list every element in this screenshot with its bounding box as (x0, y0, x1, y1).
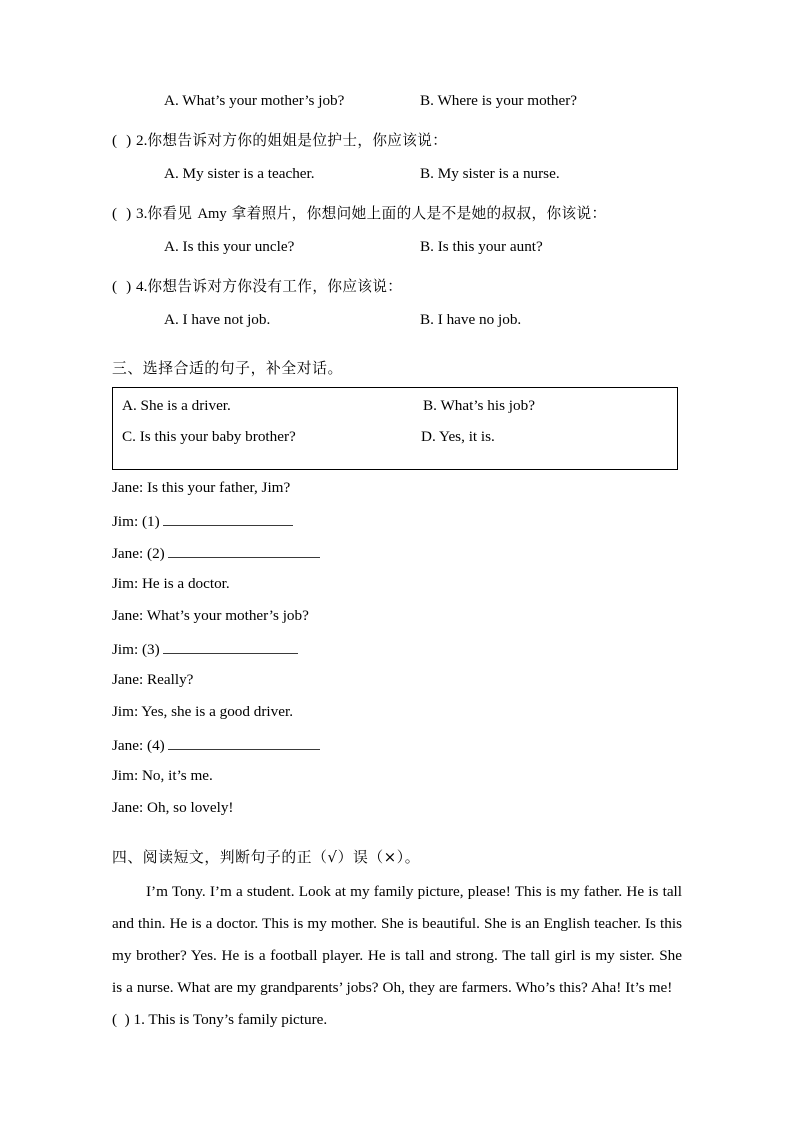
speaker-label: Jane: (112, 544, 144, 562)
choice-c[interactable]: C. Is this your baby brother? (122, 427, 296, 445)
question-number-3: 3. (136, 204, 148, 222)
dialogue-line (112, 767, 682, 799)
dialogue-line (112, 479, 682, 511)
question-number-2: 2. (136, 131, 148, 149)
question-3-prompt-post: 拿着照片，你想问她上面的人是不是她的叔叔，你该说： (226, 204, 607, 222)
option-b: B. I have no job. (420, 311, 522, 328)
section-three-heading: 三、选择合适的句子，补全对话。 (112, 359, 343, 377)
choice-a[interactable]: A. She is a driver. (122, 396, 231, 414)
question-1-options (112, 92, 682, 129)
reading-passage: I’m Tony. I’m a student. Look at my family picture, please! This is my father. He is tall and thin. He is a doctor. This is my mother. She is beautiful. She is an English teacher. Is this my brother? Yes. He is a football player. He is tall and strong. The tall girl is my sister. She is a nurse. What are my grandparents’ jobs? Oh, they are farmers. Who’s this? Aha! It’s me! (112, 882, 682, 996)
dialogue-text: Yes, she is a good driver. (138, 703, 293, 721)
answer-blank-3[interactable] (163, 639, 298, 654)
question-3-name: Amy (197, 205, 227, 222)
dialogue-line (112, 639, 682, 671)
choice-d[interactable]: D. Yes, it is. (421, 427, 495, 445)
question-3-options (112, 238, 682, 275)
question-2-stem (112, 129, 682, 166)
dialogue-text: He is a doctor. (138, 574, 230, 592)
dialogue-text: (2) (143, 544, 165, 562)
dialogue-text: What’s your mother’s job? (143, 606, 309, 624)
speaker-label: Jim: (112, 574, 139, 592)
speaker-label: Jane: (112, 478, 144, 496)
answer-bracket-2[interactable]: ( ) (112, 131, 137, 149)
option-a: A. Is this your uncle? (164, 238, 295, 255)
answer-blank-1[interactable] (163, 511, 293, 526)
option-b: B. Is this your aunt? (420, 238, 543, 255)
dialogue-text: (4) (143, 737, 165, 755)
speaker-label: Jim: (112, 703, 139, 721)
choice-row-2 (113, 428, 677, 459)
speaker-label: Jim: (112, 640, 139, 658)
dialogue-text: Really? (143, 671, 194, 689)
speaker-label: Jane: (112, 799, 144, 817)
option-b: B. My sister is a nurse. (420, 165, 560, 182)
answer-blank-2[interactable] (168, 543, 320, 558)
question-4-stem (112, 275, 682, 312)
dialogue-line (112, 671, 682, 703)
option-a: A. My sister is a teacher. (164, 165, 315, 182)
speaker-label: Jane: (112, 737, 144, 755)
question-2-options (112, 165, 682, 202)
spacer (112, 832, 682, 846)
answer-bracket-4[interactable]: ( ) (112, 277, 137, 295)
dialogue-line (112, 799, 682, 831)
dialogue-line (112, 543, 682, 575)
choice-row-1 (113, 397, 677, 428)
dialogue-text: (3) (138, 640, 160, 658)
dialogue-text: Oh, so lovely! (143, 799, 234, 817)
dialogue-line (112, 735, 682, 767)
choice-b[interactable]: B. What’s his job? (423, 396, 535, 414)
dialogue-text: (1) (138, 512, 160, 530)
option-a: A. I have not job. (164, 311, 271, 328)
section-four-heading: 四、阅读短文，判断句子的正（√）误（×）。 (112, 848, 421, 866)
question-number-4: 4. (136, 277, 148, 295)
page-content (112, 92, 682, 1036)
true-false-item-1[interactable]: ( ) 1. This is Tony’s family picture. (112, 1010, 328, 1028)
option-a: A. What’s your mother’s job? (164, 92, 345, 109)
spacer (112, 470, 682, 479)
answer-blank-4[interactable] (168, 735, 320, 750)
dialogue-text: No, it’s me. (138, 767, 213, 785)
dialogue-line (112, 511, 682, 543)
spacer (112, 867, 682, 876)
speaker-label: Jane: (112, 606, 144, 624)
speaker-label: Jim: (112, 512, 139, 530)
sentence-choice-box (112, 387, 678, 470)
dialogue-line (112, 575, 682, 607)
question-2-prompt: 你想告诉对方你的姐姐是位护士，你应该说： (147, 131, 448, 149)
question-3-prompt-pre: 你看见 (147, 204, 198, 222)
dialogue-text: Is this your father, Jim? (143, 478, 291, 496)
answer-bracket-3[interactable]: ( ) (112, 204, 137, 222)
spacer (112, 348, 682, 357)
dialogue-line (112, 607, 682, 639)
option-b: B. Where is your mother? (420, 92, 578, 109)
speaker-label: Jim: (112, 767, 139, 785)
dialogue-line (112, 703, 682, 735)
speaker-label: Jane: (112, 671, 144, 689)
question-4-options (112, 311, 682, 348)
question-3-stem (112, 202, 682, 239)
question-4-prompt: 你想告诉对方你没有工作，你应该说： (147, 277, 403, 295)
